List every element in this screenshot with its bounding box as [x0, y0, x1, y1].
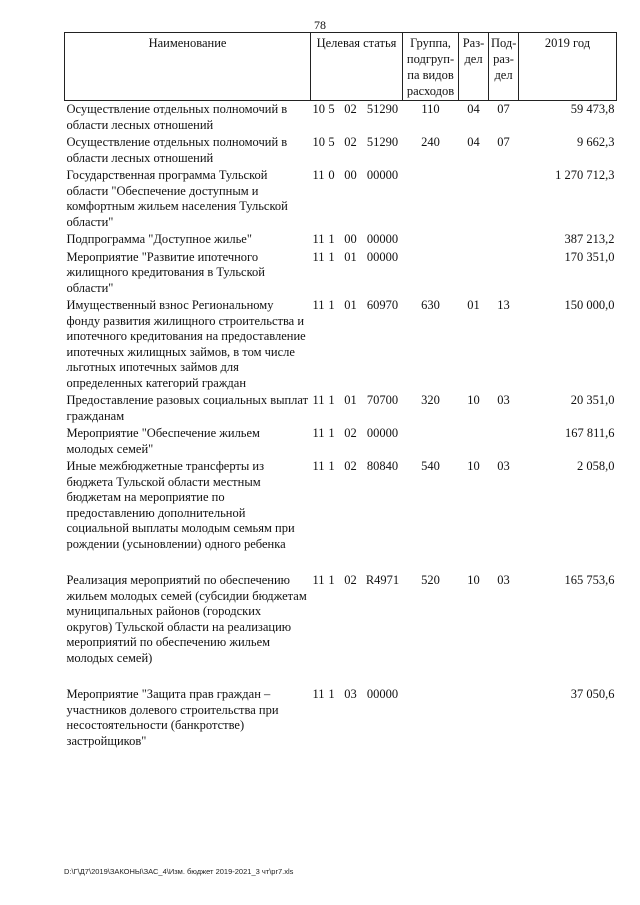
row-razdel: 10: [467, 393, 480, 407]
row-amount: 170 351,0: [564, 249, 615, 264]
row-code-event: 01: [344, 393, 357, 407]
row-code-program: 11: [312, 298, 325, 312]
row-code-event: 02: [344, 426, 357, 440]
row-podrazdel: 07: [497, 135, 510, 149]
row-name: Имущественный взнос Региональному фонду развития жилищного строительства и ипотечного кредитования на предоставление ипотечных жилищных займов, в том числе льготных ипотечных займов для определенных категорий граждан: [66, 298, 306, 390]
row-razdel: 10: [467, 459, 480, 473]
row-name: Мероприятие "Обеспечение жильем молодых семей": [66, 426, 260, 456]
row-name: Иные межбюджетные трансферты из бюджета Тульской области местным бюджетам на мероприятие по предоставлению дополнительной социальной выплаты молодым семьям при рождении (усыновлении) одного ребенка: [66, 459, 295, 551]
row-group: [403, 425, 459, 458]
row-name: Предоставление разовых социальных выплат гражданам: [66, 393, 309, 423]
row-group: 320: [421, 393, 440, 407]
row-group: [403, 167, 459, 231]
row-group: [403, 231, 459, 249]
file-path-footer: D:\Г\Д7\2019\ЗАКОНЫ\ЗАС_4\Изм. бюджет 2019-2021_3 чт\pr7.xls: [64, 867, 294, 876]
page-number: 78: [314, 18, 326, 32]
row-code-event: 00: [344, 232, 357, 246]
row-podrazdel: 03: [497, 393, 510, 407]
row-code-event: 01: [344, 298, 357, 312]
row-code-direction: 00000: [366, 232, 399, 246]
row-code-event: 01: [344, 249, 357, 264]
header-target-article: Целевая статья: [311, 33, 403, 101]
row-amount: 2 058,0: [577, 459, 615, 473]
row-code-program: 11: [312, 168, 325, 182]
header-podrazdel: Под-раз-дел: [489, 33, 519, 101]
table-row: [65, 134, 617, 167]
budget-table: [64, 32, 617, 750]
row-razdel: 04: [467, 102, 480, 116]
row-razdel: [459, 425, 489, 458]
row-code-program: 11: [312, 459, 325, 473]
table-row: [65, 458, 617, 572]
table-row: [65, 686, 617, 750]
row-podrazdel: 03: [497, 459, 510, 473]
row-podrazdel: [489, 425, 519, 458]
header-year: 2019 год: [519, 33, 617, 101]
row-razdel: [459, 686, 489, 750]
table-header: [65, 33, 617, 101]
row-code-event: 03: [344, 687, 357, 701]
table-row: [65, 297, 617, 392]
row-code-event: 02: [344, 573, 357, 587]
row-code-program: 11: [312, 232, 325, 246]
row-code-subprogram: 1: [328, 393, 335, 407]
header-razdel: Раз-дел: [459, 33, 489, 101]
row-code-program: 11: [312, 393, 325, 407]
row-amount: 9 662,3: [577, 135, 615, 149]
header-group: Группа, подгруп-па видов расходов: [403, 33, 459, 101]
row-code-direction: 00000: [366, 426, 399, 440]
row-code-program: 11: [312, 687, 325, 701]
row-code-subprogram: 1: [328, 249, 335, 264]
row-group: [403, 686, 459, 750]
row-group: 110: [421, 102, 440, 116]
row-name: Мероприятие "Развитие ипотечного жилищного кредитования в Тульской области": [66, 249, 265, 295]
row-code-subprogram: 1: [328, 232, 335, 246]
row-code-event: 02: [344, 102, 357, 116]
row-name: Государственная программа Тульской области "Обеспечение доступным и комфортным жильем населения Тульской области": [66, 168, 288, 229]
row-group: 630: [421, 298, 440, 312]
row-code-subprogram: 5: [328, 135, 335, 149]
row-code-direction: 60970: [366, 298, 399, 312]
row-podrazdel: 07: [497, 102, 510, 116]
table-body: [65, 101, 617, 751]
row-group: 540: [421, 459, 440, 473]
row-code-direction: 00000: [366, 168, 399, 182]
row-amount: 20 351,0: [570, 393, 615, 407]
row-code-subprogram: 5: [328, 102, 335, 116]
row-podrazdel: [489, 686, 519, 750]
row-code-subprogram: 1: [328, 687, 335, 701]
row-code-program: 11: [312, 249, 325, 264]
row-code-subprogram: 1: [328, 573, 335, 587]
row-amount: 1 270 712,3: [555, 168, 615, 182]
table-row: [65, 425, 617, 458]
row-amount: 165 753,6: [564, 573, 615, 587]
row-code-subprogram: 1: [328, 459, 335, 473]
row-code-direction: 70700: [366, 393, 399, 407]
row-podrazdel: [489, 231, 519, 249]
row-razdel: 01: [467, 298, 480, 312]
row-code-subprogram: 1: [328, 298, 335, 312]
table-row: [65, 392, 617, 425]
row-code-direction: 00000: [366, 687, 399, 701]
row-code-program: 11: [312, 573, 325, 587]
row-name: Осуществление отдельных полномочий в области лесных отношений: [66, 135, 288, 165]
row-name: Осуществление отдельных полномочий в области лесных отношений: [66, 102, 288, 132]
row-podrazdel: [489, 249, 519, 298]
row-amount: 37 050,6: [570, 687, 615, 701]
row-code-subprogram: 1: [328, 426, 335, 440]
table-row: [65, 231, 617, 249]
row-razdel: [459, 231, 489, 249]
row-podrazdel: [489, 167, 519, 231]
row-code-event: 00: [344, 168, 357, 182]
row-code-direction: 80840: [366, 459, 399, 473]
row-code-event: 02: [344, 135, 357, 149]
row-code-program: 10: [312, 102, 325, 116]
row-code-event: 02: [344, 459, 357, 473]
row-code-program: 10: [312, 135, 325, 149]
row-name: Подпрограмма "Доступное жилье": [66, 232, 252, 246]
row-name: Реализация мероприятий по обеспечению жильем молодых семей (субсидии бюджетам муниципальных районов (городских округов) Тульской области на реализацию мероприятий по обеспечению жильем молодых семей): [66, 573, 307, 665]
row-amount: 150 000,0: [564, 298, 615, 312]
row-code-direction: 51290: [366, 102, 399, 116]
row-razdel: [459, 167, 489, 231]
row-code-direction: 00000: [366, 249, 399, 264]
row-code-program: 11: [312, 426, 325, 440]
row-amount: 167 811,6: [564, 426, 615, 440]
row-podrazdel: 13: [497, 298, 510, 312]
row-amount: 59 473,8: [570, 102, 615, 116]
row-name: Мероприятие "Защита прав граждан – участников долевого строительства при несостоятельности (банкротстве) застройщиков": [66, 687, 279, 748]
header-name: Наименование: [65, 33, 311, 101]
table-row: [65, 249, 617, 298]
row-group: 240: [421, 135, 440, 149]
row-podrazdel: 03: [497, 573, 510, 587]
row-group: 520: [421, 573, 440, 587]
row-group: [403, 249, 459, 298]
row-code-direction: 51290: [366, 135, 399, 149]
row-code-subprogram: 0: [328, 168, 335, 182]
row-code-direction: R4971: [365, 573, 400, 587]
table-row: [65, 572, 617, 686]
row-razdel: [459, 249, 489, 298]
row-razdel: 04: [467, 135, 480, 149]
row-amount: 387 213,2: [564, 232, 615, 246]
row-razdel: 10: [467, 573, 480, 587]
table-row: [65, 101, 617, 135]
table-row: [65, 167, 617, 231]
